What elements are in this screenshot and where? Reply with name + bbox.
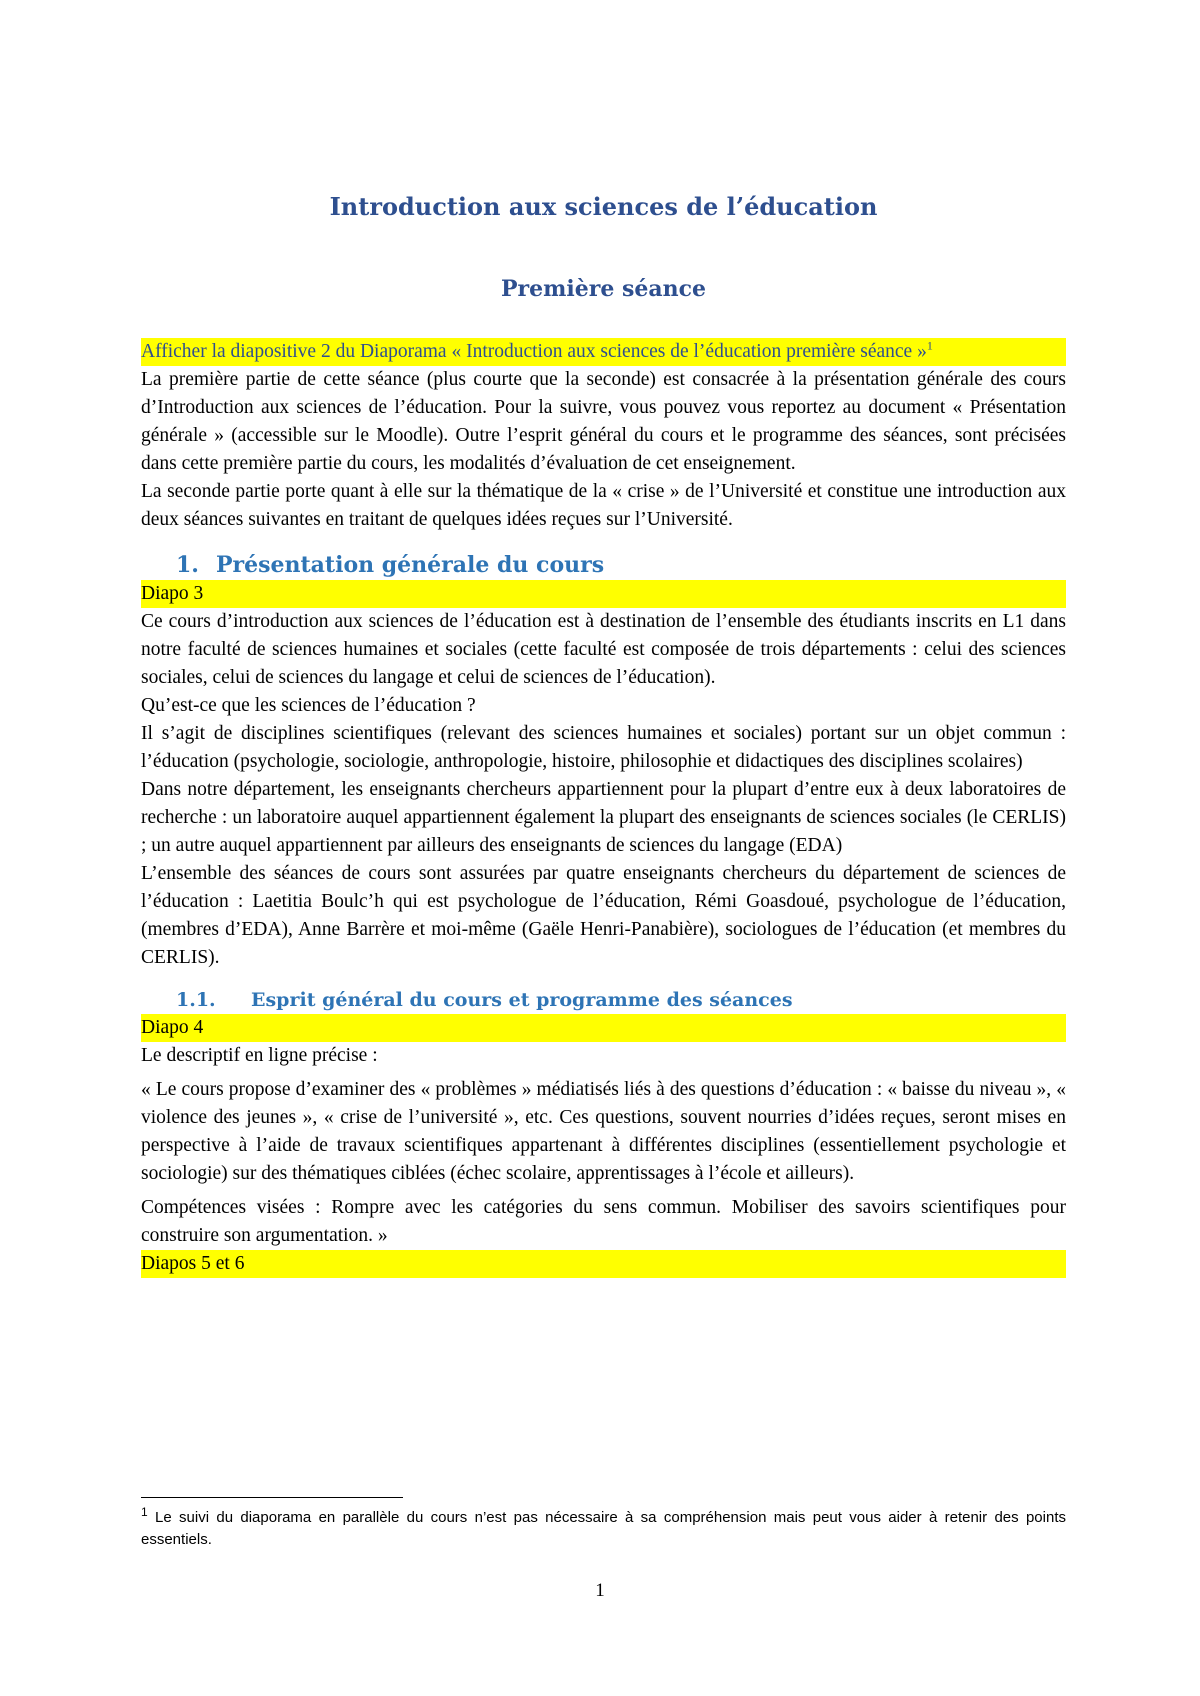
section-1-title: Présentation générale du cours [216, 552, 605, 578]
section-1-paragraph-4: Dans notre département, les enseignants chercheurs appartiennent pour la plupart d’entre eux à deux laboratoires de recherche : un laboratoire auquel appartiennent également la plupart des enseignants de sciences sociales (le CERLIS) ; un autre auquel appartiennent par ailleurs des enseignants de sciences du langage (EDA) [141, 779, 1066, 856]
section-1-heading [141, 550, 1066, 580]
section-1-1-quote: « Le cours propose d’examiner des « problèmes » médiatisés liés à des questions d’éducation : « baisse du niveau », « violence des jeunes », « crise de l’université », etc. Ces questions, souvent nourries d’idées reçues, seront mises en perspective à l’aide de travaux scientifiques appartenant à différentes disciplines (essentiellement psychologie et sociologie) sur des thématiques ciblées (échec scolaire, apprentissages à l’école et ailleurs). [141, 1079, 1066, 1184]
footnote-reference[interactable]: 1 [926, 338, 933, 353]
section-1-1-heading [141, 986, 1066, 1014]
section-1-paragraph-3: Il s’agit de disciplines scientifiques (relevant des sciences humaines et sociales) portant sur un objet commun : l’éducation (psychologie, sociologie, anthropologie, histoire, philosophie et didactiques des disciplines scolaires) [141, 723, 1066, 772]
section-1-paragraph-1: Ce cours d’introduction aux sciences de l’éducation est à destination de l’ensemble des étudiants inscrits en L1 dans notre faculté de sciences humaines et sociales (cette faculté est composée de trois départements : celui des sciences sociales, celui de sciences du langage et celui de sciences de l’éducation). [141, 611, 1066, 688]
intro-paragraph-1: La première partie de cette séance (plus courte que la seconde) est consacrée à la présentation générale des cours d’Introduction aux sciences de l’éducation. Pour la suivre, vous pouvez vous reportez au document « Présentation générale » (accessible sur le Moodle). Outre l’esprit général du cours et le programme des séances, sont précisées dans cette première partie du cours, les modalités d’évaluation de cet enseignement. [141, 369, 1066, 474]
footnote-text: Le suivi du diaporama en parallèle du cours n’est pas nécessaire à sa compréhension mais peut vous aider à retenir des points essentiels. [141, 1509, 1066, 1548]
diapo-3-highlight: Diapo 3 [141, 580, 1066, 608]
document-title: Introduction aux sciences de l’éducation [329, 192, 878, 221]
section-1-1-paragraph-1: Le descriptif en ligne précise : [141, 1045, 378, 1066]
section-1-1-number: 1.1. [176, 989, 216, 1011]
diapo-4-highlight: Diapo 4 [141, 1014, 1066, 1042]
session-subtitle: Première séance [500, 276, 707, 302]
section-1-number: 1. [176, 552, 199, 578]
footnote [141, 1507, 1066, 1551]
footnote-separator [141, 1497, 403, 1498]
section-1-paragraph-2: Qu’est-ce que les sciences de l’éducation ? [141, 695, 476, 716]
section-1-paragraph-5: L’ensemble des séances de cours sont assurées par quatre enseignants chercheurs du département de sciences de l’éducation : Laetitia Boulc’h qui est psychologue de l’éducation, Rémi Goasdoué, psychologue de l’éducation, (membres d’EDA), Anne Barrère et moi-même (Gaële Henri-Panabière), sociologues de l’éducation (et membres du CERLIS). [141, 863, 1066, 968]
section-1-1-competences: Compétences visées : Rompre avec les catégories du sens commun. Mobiliser des savoirs scientifiques pour construire son argumentation. » [141, 1197, 1066, 1246]
page-number: 1 [595, 1580, 605, 1601]
footnote-number: 1 [141, 1505, 148, 1519]
document-body [141, 338, 1066, 1278]
intro-paragraph-2: La seconde partie porte quant à elle sur la thématique de la « crise » de l’Université et constitue une introduction aux deux séances suivantes en traitant de quelques idées reçues sur l’Université. [141, 481, 1066, 530]
slide-instruction-highlight [141, 338, 1066, 366]
slide-instruction-text: Afficher la diapositive 2 du Diaporama « Introduction aux sciences de l’éducation première séance » [141, 341, 927, 362]
section-1-1-title: Esprit général du cours et programme des séances [251, 989, 793, 1011]
diapos-5-6-highlight: Diapos 5 et 6 [141, 1250, 1066, 1278]
